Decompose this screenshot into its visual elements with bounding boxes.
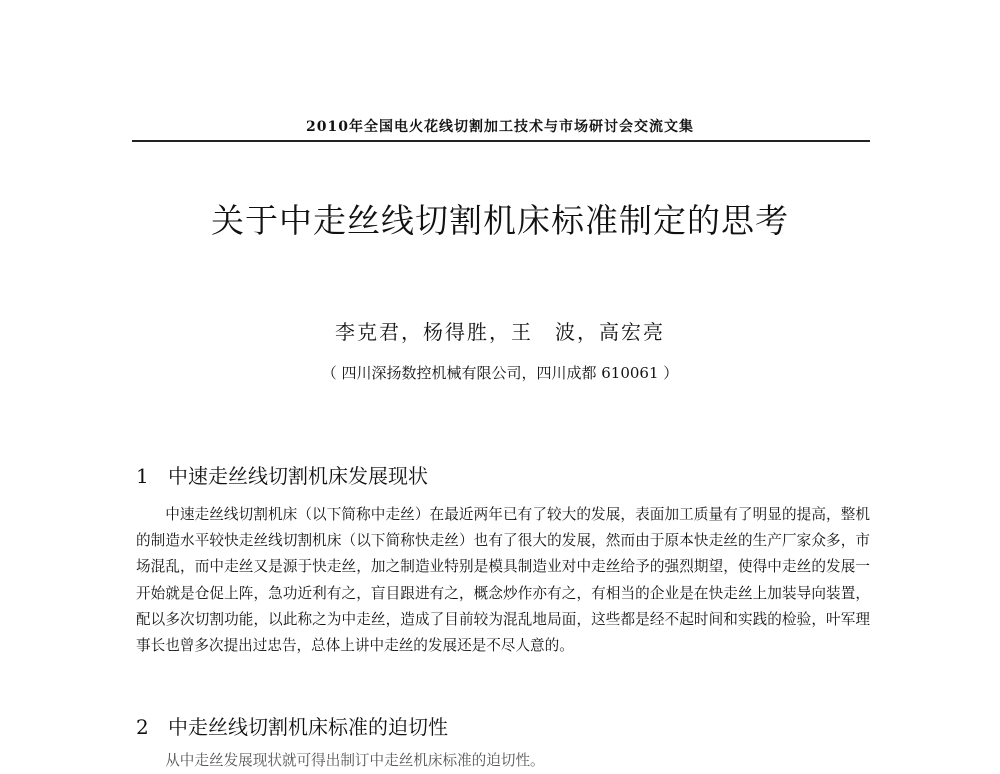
section-2-paragraph: 从中走丝发展现状就可得出制订中走丝机床标准的迫切性。	[165, 752, 545, 769]
section-2-title: 中走丝线切割机床标准的迫切性	[168, 715, 448, 739]
section-1-number: 1	[136, 464, 149, 488]
running-header: 2010年全国电火花线切割加工技术与市场研讨会交流文集	[306, 119, 694, 135]
section-2-heading	[136, 711, 448, 740]
affiliation: （ 四川深扬数控机械有限公司，四川成都 610061 ）	[321, 364, 679, 382]
section-1-heading	[136, 460, 428, 489]
author-list: 李克君，杨得胜，王 波，高宏亮	[335, 320, 665, 344]
paper-title: 关于中走丝线切割机床标准制定的思考	[211, 201, 789, 240]
section-1-title: 中速走丝线切割机床发展现状	[168, 464, 428, 488]
header-rule	[132, 140, 870, 142]
section-1-paragraph: 中速走丝线切割机床（以下简称中走丝）在最近两年已有了较大的发展，表面加工质量有了明显的提高，整机的制造水平较快走丝线切割机床（以下简称快走丝）也有了很大的发展，然而由于原本快走丝的生产厂家众多，市场混乱，而中走丝又是源于快走丝，加之制造业特别是模具制造业对中走丝给予的强烈期望，使得中走丝的发展一开始就是仓促上阵，急功近利有之，盲目跟进有之，概念炒作亦有之，有相当的企业是在快走丝上加装导向装置，配以多次切割功能，以此称之为中走丝，造成了目前较为混乱地局面，这些都是经不起时间和实践的检验，叶军理事长也曾多次提出过忠告，总体上讲中走丝的发展还是不尽人意的。	[136, 506, 870, 655]
section-2-number: 2	[136, 715, 149, 739]
